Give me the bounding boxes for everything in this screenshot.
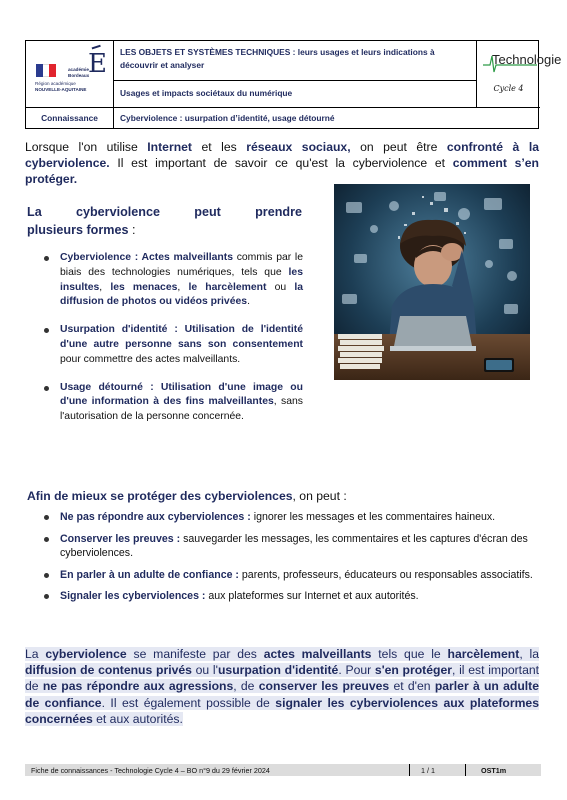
bullet-icon bbox=[44, 328, 49, 333]
summary-bold: conserver les preuves bbox=[258, 679, 390, 694]
bullet-icon bbox=[44, 256, 49, 261]
summary-text: se manifeste par des bbox=[126, 647, 264, 661]
list-item bbox=[27, 568, 537, 583]
list-item bbox=[27, 510, 537, 525]
technologie-logo bbox=[477, 41, 562, 108]
footer-divider bbox=[409, 764, 410, 776]
bullet-icon bbox=[44, 515, 49, 520]
summary-text: , la bbox=[519, 647, 539, 661]
summary-text: tels que le bbox=[371, 647, 448, 661]
intro-text: et les bbox=[192, 140, 247, 154]
item-text: commis par le biais des technologies numériques, tels que bbox=[60, 252, 303, 278]
list-item bbox=[27, 323, 303, 367]
item-text: aux plateformes sur Internet et aux autorités. bbox=[205, 590, 419, 603]
item-text: , bbox=[177, 281, 189, 293]
cyberviolence-illustration-icon bbox=[334, 184, 530, 380]
summary-text: et d'en bbox=[389, 679, 435, 694]
document-title: LES OBJETS ET SYSTÈMES TECHNIQUES : leurs usages et leurs indications à découvrir et analyser bbox=[114, 41, 477, 81]
summary-bold: actes malveillants bbox=[263, 647, 372, 661]
bullet-icon bbox=[44, 573, 49, 578]
summary-text: , de bbox=[233, 679, 259, 694]
region-line-2: NOUVELLE-AQUITAINE bbox=[35, 86, 87, 92]
summary-bold: harcèlement bbox=[447, 647, 520, 661]
summary-bold: ne pas répondre aux agressions bbox=[42, 679, 234, 694]
bullet-icon bbox=[44, 386, 49, 391]
summary-text: . Il est également possible de bbox=[101, 695, 276, 710]
logo-line-2: Bordeaux bbox=[68, 72, 90, 78]
summary-bold: parler à un adulte de confiance bbox=[25, 679, 540, 710]
list-item bbox=[27, 251, 303, 310]
protect-list bbox=[27, 510, 537, 611]
item-text: pour commettre des actes malveillants. bbox=[60, 353, 241, 365]
heading-word: prendre bbox=[255, 205, 302, 219]
protect-text: , on peut : bbox=[292, 489, 347, 503]
summary-text: et aux autorités. bbox=[92, 711, 183, 726]
intro-bold: confronté à la cyberviolence. bbox=[25, 140, 539, 170]
item-bold: le harcèlement bbox=[188, 281, 267, 293]
item-text: , sans l'autorisation de la personne concernée. bbox=[60, 396, 303, 423]
illustration-distressed-teen-laptop bbox=[334, 184, 530, 380]
footer-bar bbox=[25, 764, 541, 776]
protect-intro bbox=[27, 488, 527, 504]
item-bold: Signaler les cyberviolences : bbox=[60, 590, 206, 603]
doc-code: OST1m bbox=[481, 766, 507, 775]
intro-bold: Internet bbox=[147, 140, 192, 154]
document-subtitle: Usages et impacts sociétaux du numérique bbox=[114, 81, 477, 108]
intro-text: on peut être bbox=[350, 140, 447, 154]
heading-word: cyberviolence bbox=[75, 205, 160, 219]
summary-bold: s'en protéger bbox=[374, 663, 452, 678]
logo-line-1: académie bbox=[68, 67, 89, 72]
heading-word: La bbox=[27, 205, 42, 219]
french-flag-icon bbox=[36, 64, 56, 77]
item-text: . bbox=[247, 296, 250, 308]
item-bold: les menaces bbox=[110, 281, 178, 293]
intro-text: Lorsque l'on utilise bbox=[25, 140, 148, 154]
item-text: parents, professeurs, éducateurs ou responsables associatifs. bbox=[238, 568, 533, 581]
logo-e-icon: E bbox=[88, 49, 107, 79]
item-bold: Usurpation d'identité : Utilisation de l'identité d'une autre personne sans son consentement bbox=[60, 324, 303, 350]
item-text: ou bbox=[266, 281, 295, 293]
summary-bold: usurpation d'identité bbox=[217, 663, 339, 678]
footer-divider bbox=[465, 764, 466, 776]
region-line-1: Région académique bbox=[35, 81, 76, 86]
summary-text: . Pour bbox=[338, 663, 375, 678]
list-item bbox=[27, 532, 537, 561]
page-number: 1 / 1 bbox=[421, 766, 435, 775]
list-item bbox=[27, 381, 303, 425]
forms-list bbox=[27, 251, 303, 438]
subject-title: Cyberviolence : usurpation d’identité, usage détourné bbox=[120, 113, 335, 123]
header-table bbox=[25, 40, 562, 129]
brand-name: Technologie bbox=[492, 52, 562, 67]
list-item bbox=[27, 589, 537, 604]
item-text: sauvegarder les messages, les commentaires et les captures d'écran des cyberviolences. bbox=[60, 532, 528, 560]
summary-text: ou l' bbox=[191, 663, 218, 678]
item-bold: En parler à un adulte de confiance : bbox=[60, 568, 239, 581]
item-bold: les insultes bbox=[60, 266, 303, 293]
intro-bold: réseaux sociaux, bbox=[246, 140, 351, 154]
footer-source: Fiche de connaissances - Technologie Cycle 4 – BO n°9 du 29 février 2024 bbox=[31, 766, 270, 775]
item-bold: Usage détourné : Utilisation d'une image ou d'une information à des fins malveillantes bbox=[60, 381, 303, 408]
item-bold: Ne pas répondre aux cyberviolences : bbox=[60, 511, 251, 523]
forms-heading bbox=[27, 203, 302, 239]
cycle-label: Cycle 4 bbox=[493, 84, 524, 93]
summary-bold: diffusion de contenus privés bbox=[25, 663, 192, 678]
summary-text: La bbox=[25, 647, 46, 661]
item-bold: Conserver les preuves : bbox=[60, 532, 181, 545]
summary-bold: signaler les cyberviolences aux plateformes concernées bbox=[25, 695, 539, 726]
category-label: Connaissance bbox=[26, 108, 114, 129]
heading-word: peut bbox=[194, 205, 221, 219]
protect-bold: Afin de mieux se protéger des cyberviolences bbox=[27, 489, 293, 503]
heading-colon: : bbox=[128, 223, 136, 237]
item-text: , bbox=[99, 281, 111, 293]
bullet-icon bbox=[44, 594, 49, 599]
summary-bold: cyberviolence bbox=[45, 647, 127, 661]
item-bold: la diffusion de photos ou vidéos privées bbox=[60, 281, 303, 308]
academie-logo bbox=[26, 41, 114, 108]
intro-bold: comment s’en protéger. bbox=[25, 156, 539, 186]
summary-text: , il est important de bbox=[25, 663, 540, 694]
item-bold: Cyberviolence : Actes malveillants bbox=[60, 252, 233, 263]
intro-text: Il est important de savoir ce qu'est la cyberviolence et bbox=[109, 156, 453, 170]
item-text: ignorer les messages et les commentaires haineux. bbox=[250, 511, 496, 523]
intro-paragraph bbox=[25, 139, 539, 187]
bullet-icon bbox=[44, 537, 49, 542]
heading-word: plusieurs formes bbox=[27, 223, 129, 237]
summary-paragraph bbox=[25, 646, 539, 727]
